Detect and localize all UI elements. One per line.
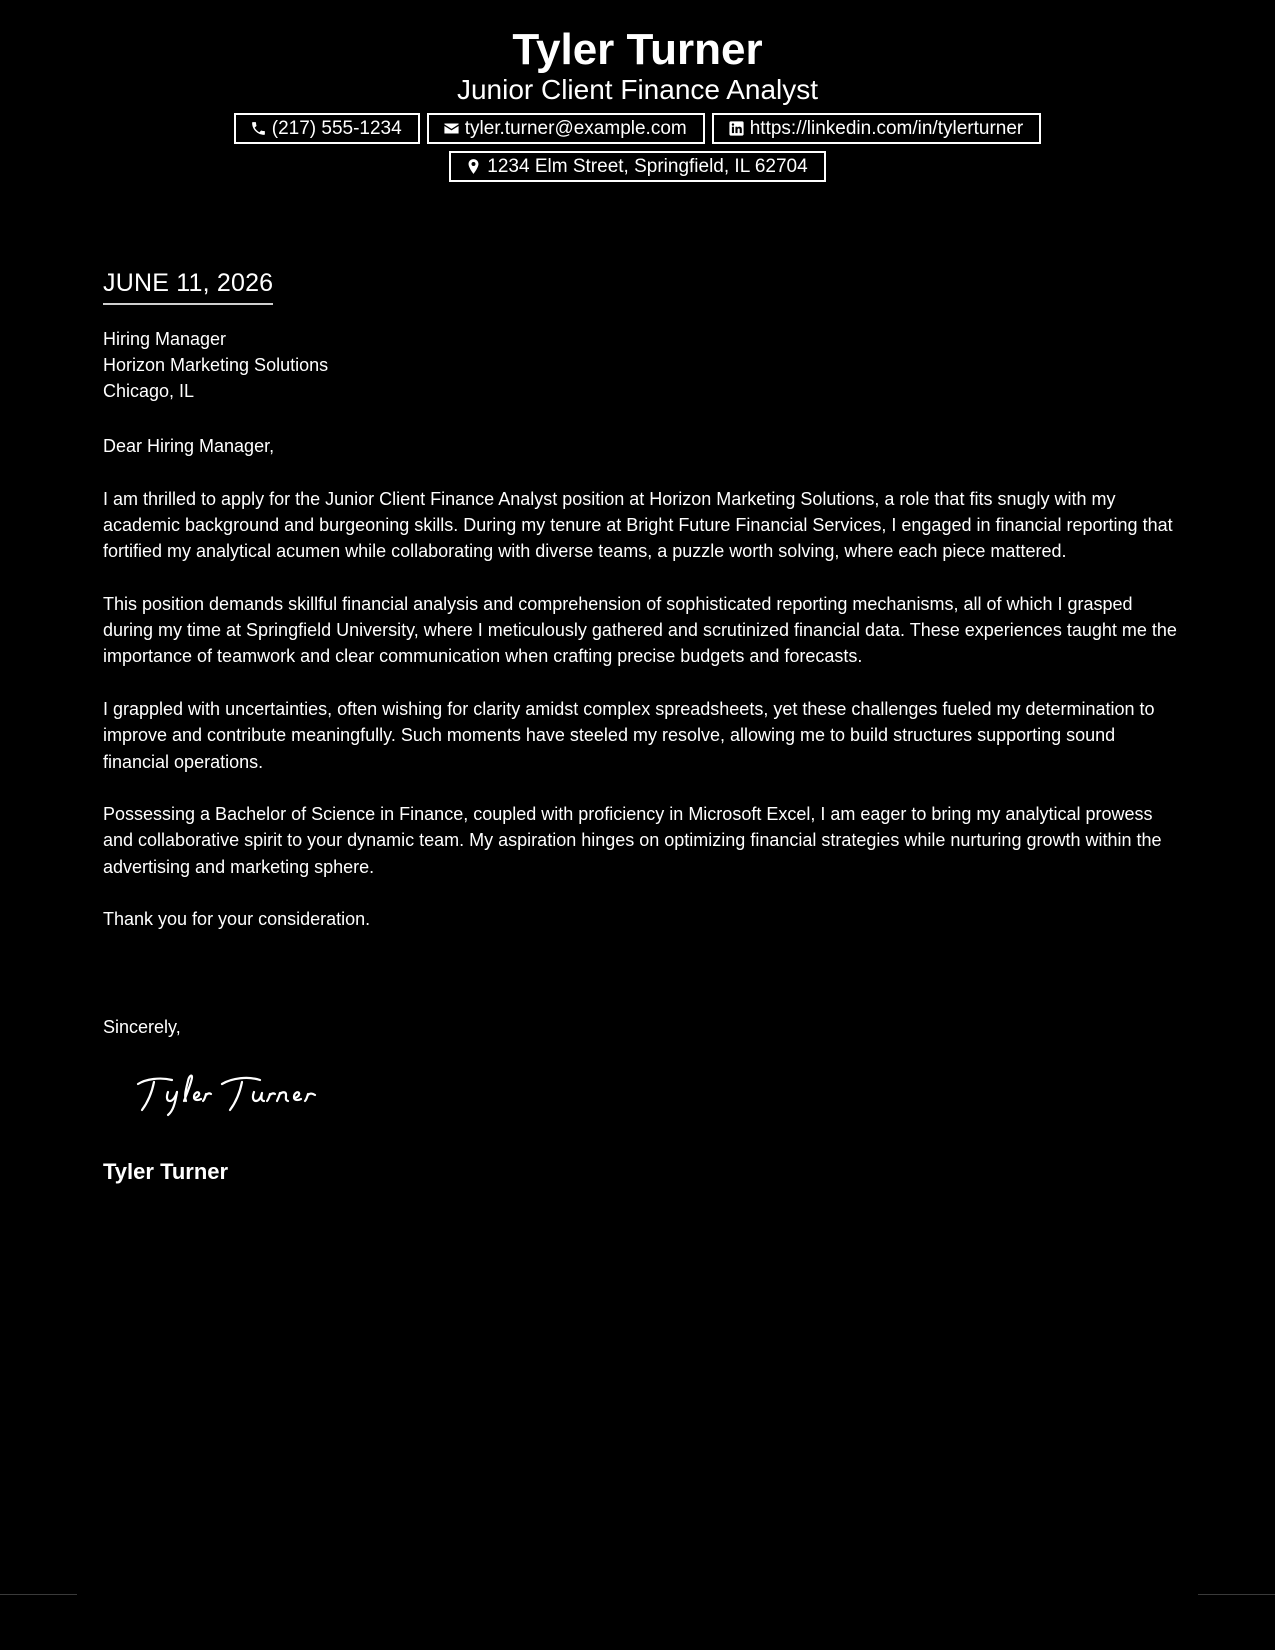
recipient-line: Hiring Manager bbox=[103, 329, 227, 349]
contact-address-text: 1234 Elm Street, Springfield, IL 62704 bbox=[487, 155, 808, 177]
contact-address[interactable] bbox=[449, 151, 825, 182]
closing: Sincerely, bbox=[103, 1017, 181, 1037]
applicant-name: Tyler Turner bbox=[512, 25, 763, 74]
contact-row bbox=[0, 113, 1275, 144]
letter-body bbox=[103, 433, 1178, 959]
recipient-line: Horizon Marketing Solutions bbox=[103, 355, 329, 375]
body-paragraph: I grappled with uncertainties, often wishing for clarity amidst complex spreadsheets, yet these challenges fueled my determination to improve and contribute meaningfully. Such moments have steeled my resolve, allowing me to build structures supporting sound financial operations. bbox=[103, 698, 1155, 772]
contact-phone-text: (217) 555-1234 bbox=[271, 117, 402, 139]
signer-name: Tyler Turner bbox=[103, 1159, 229, 1184]
contact-email[interactable] bbox=[427, 113, 705, 144]
map-pin-icon bbox=[465, 158, 482, 175]
contact-linkedin[interactable] bbox=[712, 113, 1042, 144]
thanks-line: Thank you for your consideration. bbox=[103, 909, 371, 930]
contact-email-text: tyler.turner@example.com bbox=[464, 117, 687, 139]
recipient-block bbox=[103, 326, 328, 404]
signature-image bbox=[130, 1070, 340, 1120]
footer-divider bbox=[1198, 1594, 1275, 1595]
phone-icon bbox=[250, 120, 267, 137]
salutation: Dear Hiring Manager, bbox=[103, 436, 275, 456]
contact-row bbox=[0, 151, 1275, 182]
linkedin-icon bbox=[728, 120, 745, 137]
body-paragraph: Possessing a Bachelor of Science in Finance, coupled with proficiency in Microsoft Excel, I am eager to bring my analytical prowess and collaborative spirit to your dynamic team. My aspiration hinges on optimizing financial strategies while nurturing growth within the advertising and marketing sphere. bbox=[103, 804, 1162, 877]
envelope-icon bbox=[443, 120, 460, 137]
footer-divider bbox=[0, 1594, 77, 1595]
contact-linkedin-text: https://linkedin.com/in/tylerturner bbox=[749, 117, 1024, 139]
body-paragraph: This position demands skillful financial analysis and comprehension of sophisticated reporting mechanisms, all of which I grasped during my time at Springfield University, where I meticulously gathered and scrutinized financial data. These experiences taught me the importance of teamwork and clear communication when crafting precise budgets and forecasts. bbox=[103, 593, 1177, 667]
letter-date: JUNE 11, 2026 bbox=[103, 267, 273, 305]
recipient-line: Chicago, IL bbox=[103, 381, 195, 401]
applicant-title: Junior Client Finance Analyst bbox=[456, 74, 819, 105]
contact-phone[interactable] bbox=[234, 113, 420, 144]
body-paragraph: I am thrilled to apply for the Junior Client Finance Analyst position at Horizon Marketing Solutions, a role that fits snugly with my academic background and burgeoning skills. During my tenure at Bright Future Financial Services, I engaged in financial reporting that fortified my analytical acumen while collaborating with diverse teams, a puzzle worth solving, where each piece mattered. bbox=[103, 488, 1173, 562]
